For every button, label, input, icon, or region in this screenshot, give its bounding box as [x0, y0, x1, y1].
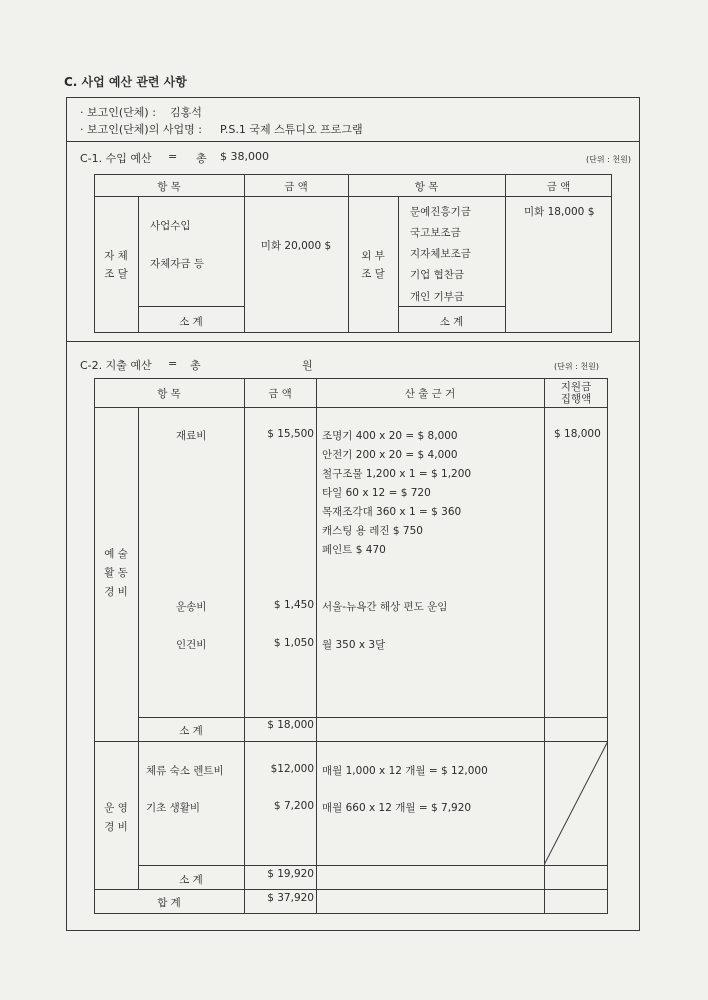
income-header-amount2: 금 액 [546, 181, 571, 193]
ext-group-line2: 조 달 [361, 268, 385, 280]
transport-label: 운송비 [176, 601, 207, 613]
self-group-line2: 조 달 [104, 268, 128, 280]
living-amount: $ 7,200 [273, 800, 314, 812]
expense-header-support-1: 지원금 [560, 381, 592, 393]
income-header-item: 항 목 [157, 181, 181, 193]
ext-group-line1: 외 부 [361, 250, 385, 262]
info-divider [66, 141, 640, 142]
income-total-label: 총 [196, 152, 207, 165]
art-group-line1: 예 술 [104, 548, 128, 560]
reporter-label: · 보고인(단체) : [80, 106, 156, 119]
ext-amount: 미화 18,000 $ [524, 206, 595, 218]
expense-eq: = [168, 357, 178, 370]
diagonal-strike [544, 741, 608, 865]
materials-amount: $ 15,500 [267, 428, 314, 440]
section-title: C. 사업 예산 관련 사항 [64, 75, 187, 89]
labor-label: 인건비 [176, 639, 207, 651]
living-label: 기초 생활비 [146, 802, 201, 814]
project-name: P.S.1 국제 스튜디오 프로그램 [220, 123, 363, 136]
transport-basis: 서울-뉴욕간 해상 편도 운임 [322, 601, 448, 613]
materials-basis-line: 페인트 $ 470 [322, 544, 386, 556]
expense-header-support-2: 집행액 [560, 393, 592, 405]
ext-item: 국고보조금 [410, 227, 461, 239]
self-item: 사업수입 [150, 220, 191, 232]
self-subtotal: 소 계 [179, 316, 203, 328]
labor-basis: 월 350 x 3달 [322, 639, 386, 651]
grand-total-amount: $ 37,920 [267, 892, 314, 904]
materials-basis-line: 철구조물 1,200 x 1 = $ 1,200 [322, 468, 472, 480]
stay-label: 체류 숙소 렌트비 [146, 765, 224, 777]
materials-basis-line: 조명기 400 x 20 = $ 8,000 [322, 430, 458, 442]
income-eq: = [168, 150, 178, 163]
op-group-line2: 경 비 [104, 821, 128, 833]
expense-header-basis: 산 출 근 거 [404, 388, 456, 400]
materials-basis-line: 타일 60 x 12 = $ 720 [322, 487, 431, 499]
materials-label: 재료비 [176, 430, 207, 442]
grand-total-label: 합 계 [157, 897, 181, 909]
income-title: C-1. 수입 예산 [80, 152, 152, 165]
materials-basis-line: 캐스팅 용 레진 $ 750 [322, 525, 423, 537]
ext-item: 개인 기부금 [410, 291, 465, 303]
art-subtotal-label: 소 계 [179, 725, 203, 737]
expense-title: C-2. 지출 예산 [80, 359, 152, 372]
materials-support: $ 18,000 [554, 428, 601, 440]
living-basis: 매월 660 x 12 개월 = $ 7,920 [322, 802, 472, 814]
project-label: · 보고인(단체)의 사업명 : [80, 123, 202, 136]
expense-header-amount: 금 액 [268, 388, 292, 400]
op-subtotal-amount: $ 19,920 [267, 868, 314, 880]
materials-basis-line: 목재조각대 360 x 1 = $ 360 [322, 506, 462, 518]
art-group-line3: 경 비 [104, 586, 128, 598]
stay-basis: 매월 1,000 x 12 개월 = $ 12,000 [322, 765, 488, 777]
income-header-amount: 금 액 [284, 181, 308, 193]
materials-basis-line: 안전기 200 x 20 = $ 4,000 [322, 449, 458, 461]
self-item: 자체자금 등 [150, 258, 205, 270]
labor-amount: $ 1,050 [273, 637, 314, 649]
ext-item: 기업 협찬금 [410, 269, 465, 281]
expense-won: 원 [302, 359, 313, 372]
art-subtotal-amount: $ 18,000 [267, 719, 314, 731]
reporter-name: 김홍석 [170, 106, 202, 119]
stay-amount: $12,000 [270, 763, 314, 775]
transport-amount: $ 1,450 [273, 599, 314, 611]
op-subtotal-label: 소 계 [179, 874, 203, 886]
income-total-value: $ 38,000 [220, 150, 269, 163]
income-divider [66, 341, 640, 342]
op-group-line1: 운 영 [104, 802, 128, 814]
ext-item: 지자체보조금 [410, 248, 471, 260]
expense-unit: (단위 : 천원) [554, 362, 599, 371]
expense-total-label: 총 [190, 359, 201, 372]
ext-subtotal: 소 계 [439, 316, 464, 328]
expense-header-item: 항 목 [157, 388, 181, 400]
ext-item: 문예진흥기금 [410, 206, 471, 218]
income-unit: (단위 : 천원) [586, 155, 631, 164]
self-group-line1: 자 체 [104, 250, 128, 262]
self-amount: 미화 20,000 $ [260, 240, 332, 252]
art-group-line2: 활 동 [104, 567, 128, 579]
income-header-item2: 항 목 [414, 181, 439, 193]
